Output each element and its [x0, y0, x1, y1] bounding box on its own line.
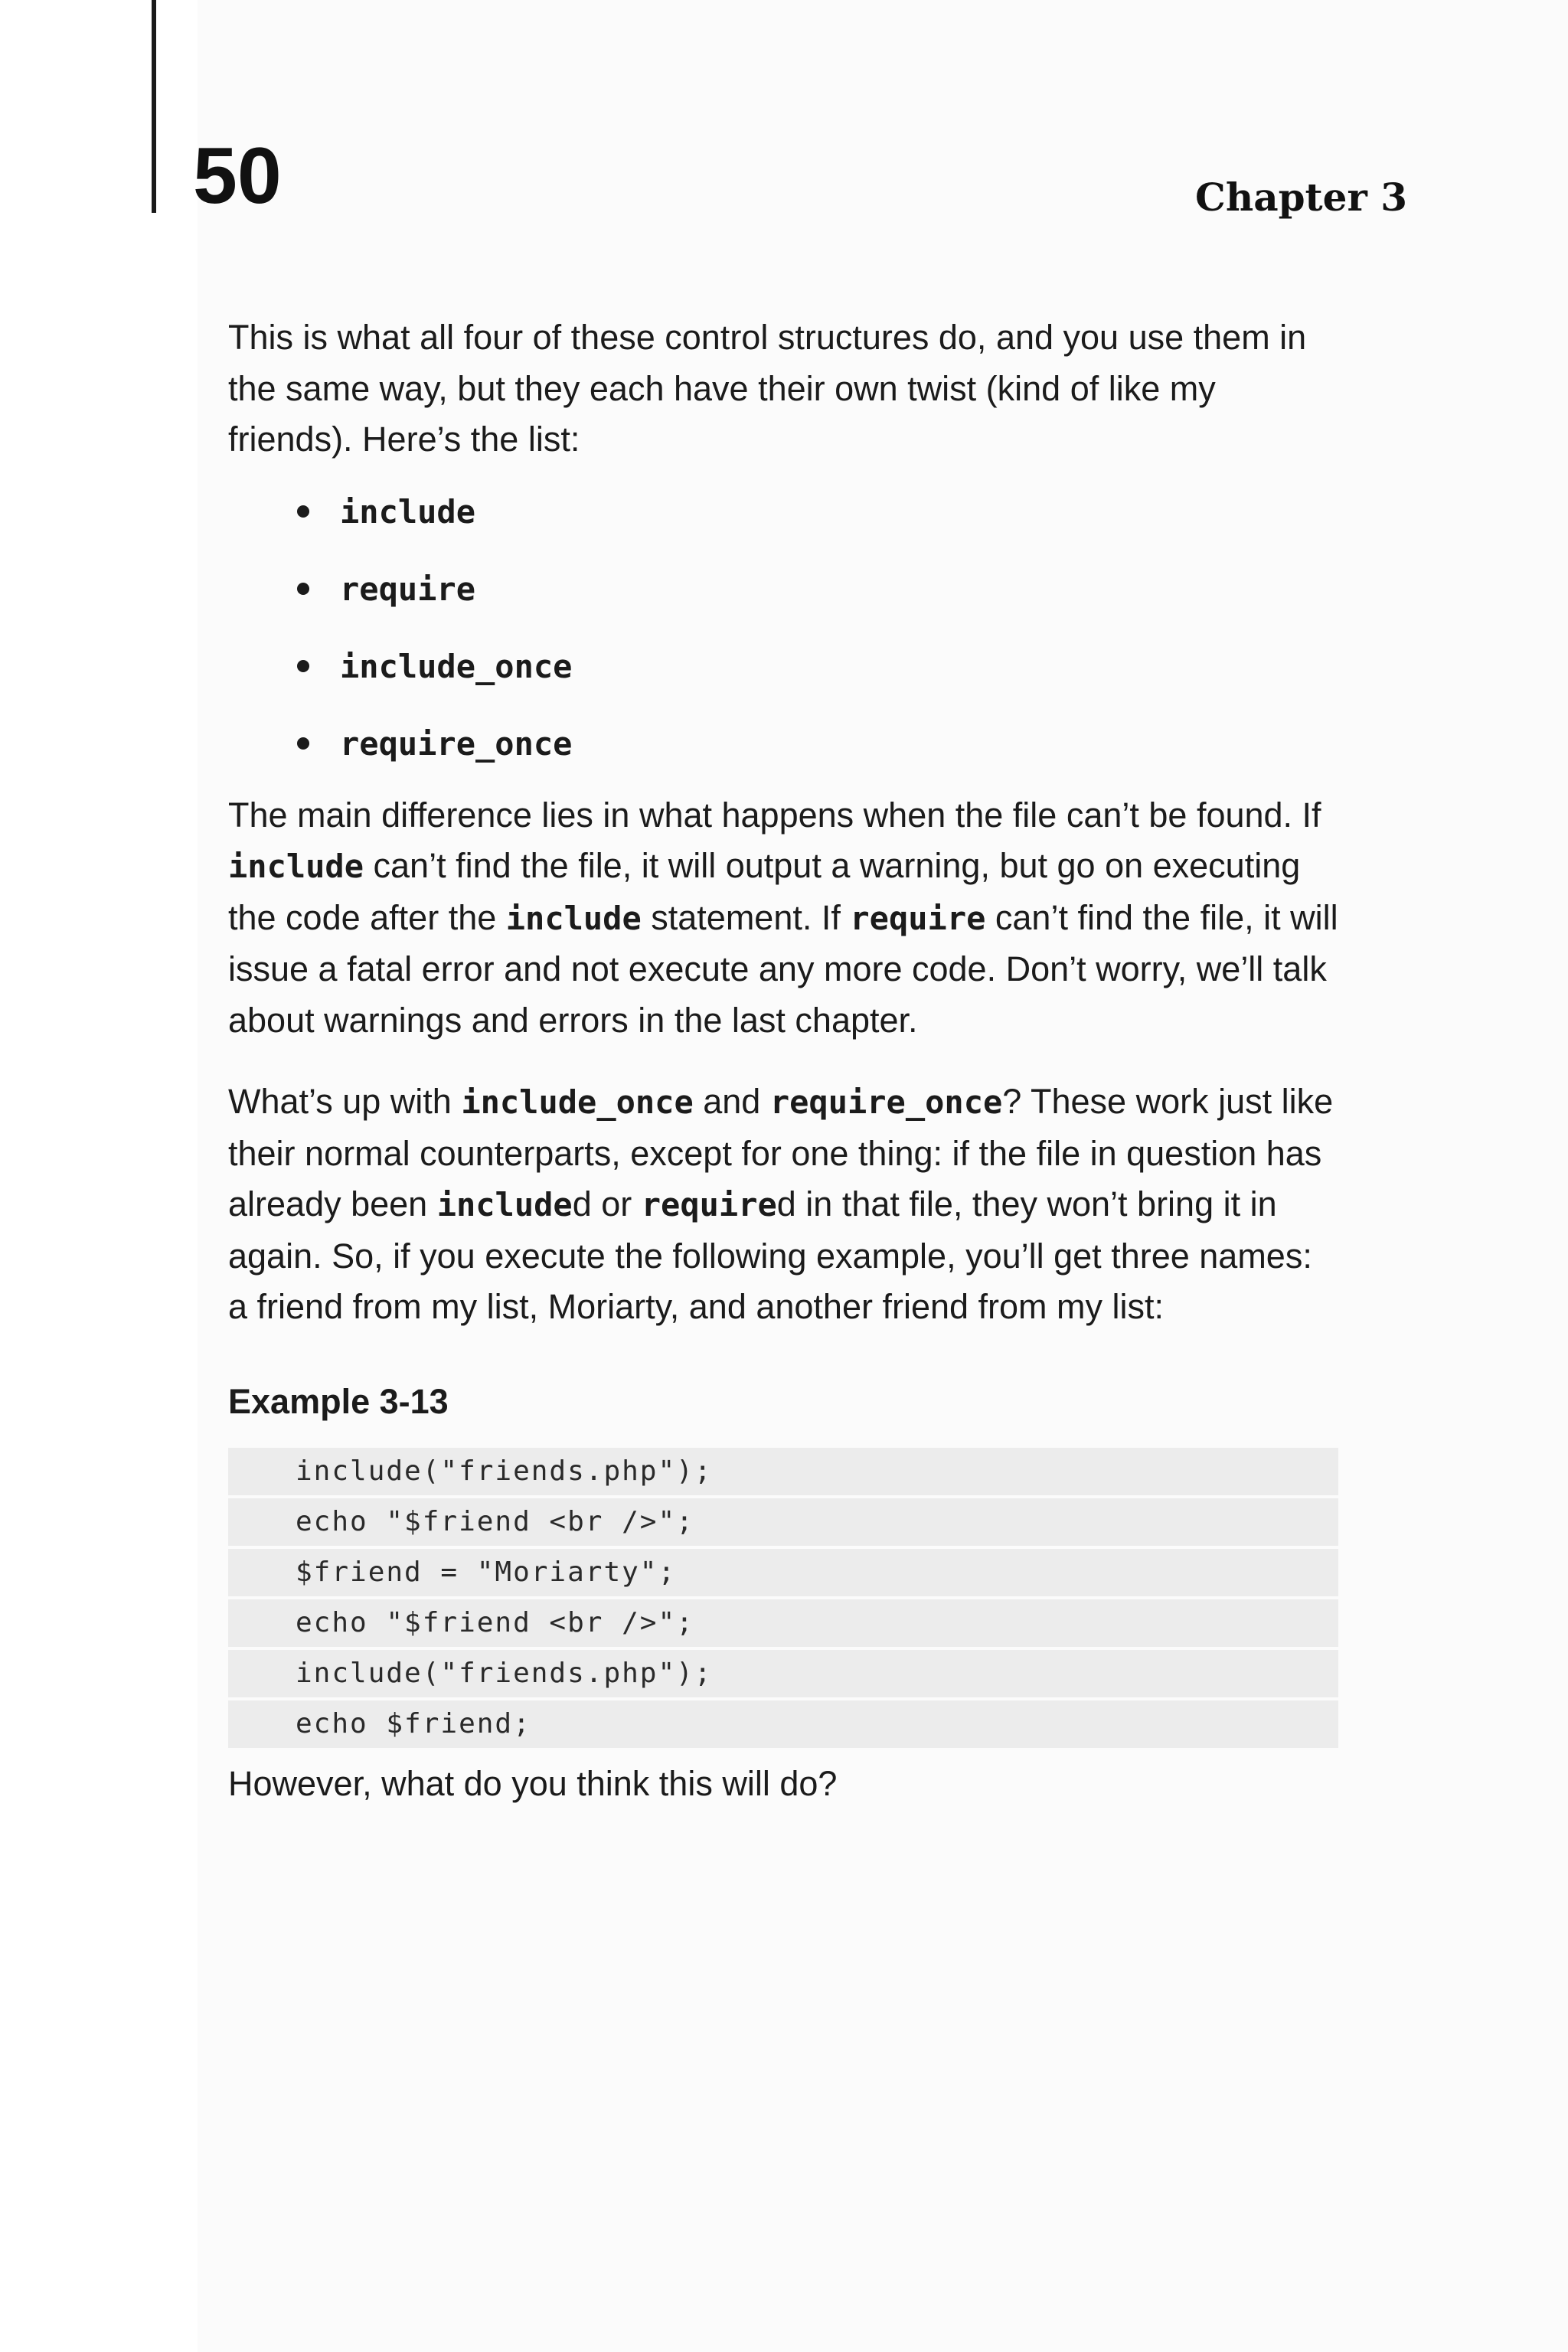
- list-item: [228, 628, 1338, 705]
- example-title: Example 3-13: [228, 1381, 449, 1421]
- code-run: include_once: [461, 1083, 694, 1121]
- list-item-label: require_once: [340, 724, 573, 763]
- list-item-label: require: [340, 570, 476, 608]
- code-run: include: [505, 899, 642, 937]
- once-paragraph: [228, 1076, 1338, 1333]
- bullet-icon: [297, 660, 309, 672]
- text-run: ? These work just like their normal counterparts, except for one thing: if the file in question has already been: [228, 1082, 1334, 1223]
- text-run: d or: [572, 1184, 642, 1223]
- difference-paragraph: [228, 790, 1338, 1047]
- list-item-label: include_once: [340, 647, 573, 685]
- code-run: include: [436, 1186, 573, 1223]
- code-run: require_once: [769, 1083, 1003, 1121]
- code-line: echo "$friend <br />";: [228, 1498, 1338, 1546]
- code-line: $friend = "Moriarty";: [228, 1549, 1338, 1596]
- text-run: can’t find the file, it will output a warning, but go on executing the code after the: [228, 846, 1301, 937]
- bullet-icon: [297, 583, 309, 595]
- code-block: [228, 1448, 1338, 1748]
- code-line: echo $friend;: [228, 1700, 1338, 1748]
- page-content: [228, 312, 1338, 1809]
- code-line: echo "$friend <br />";: [228, 1599, 1338, 1647]
- bullet-icon: [297, 505, 309, 518]
- code-line: include("friends.php");: [228, 1448, 1338, 1495]
- list-item: [228, 550, 1338, 628]
- text-run: and: [693, 1082, 770, 1121]
- text-run: statement. If: [641, 897, 851, 937]
- bullet-icon: [297, 737, 309, 750]
- code-run: require: [641, 1186, 777, 1223]
- text-run: can’t find the file, it will issue a fatal error and not execute any more code. Don’t worry, we’ll talk about warnings and errors in the last chapter.: [228, 897, 1338, 1040]
- text-run: The main difference lies in what happens when the file can’t be found. If: [228, 795, 1321, 835]
- structure-list: [228, 473, 1338, 782]
- code-run: include: [228, 848, 364, 885]
- list-item-label: include: [340, 492, 476, 531]
- text-run: d in that file, they won’t bring it in again. So, if you execute the following example, you’ll get three names: a friend from my list, Moriarty, and another friend from my list:: [228, 1184, 1312, 1326]
- list-item: [228, 473, 1338, 550]
- closing-paragraph: However, what do you think this will do?: [228, 1763, 838, 1803]
- list-item: [228, 705, 1338, 782]
- header-rule: [152, 0, 156, 213]
- code-run: require: [850, 899, 986, 937]
- intro-paragraph: This is what all four of these control structures do, and you use them in the same way, but they each have their own twist (kind of like my friends). Here’s the list:: [228, 318, 1307, 459]
- page-number: 50: [193, 132, 282, 220]
- code-line: include("friends.php");: [228, 1650, 1338, 1697]
- chapter-label: Chapter 3: [1195, 175, 1407, 220]
- text-run: What’s up with: [228, 1082, 462, 1121]
